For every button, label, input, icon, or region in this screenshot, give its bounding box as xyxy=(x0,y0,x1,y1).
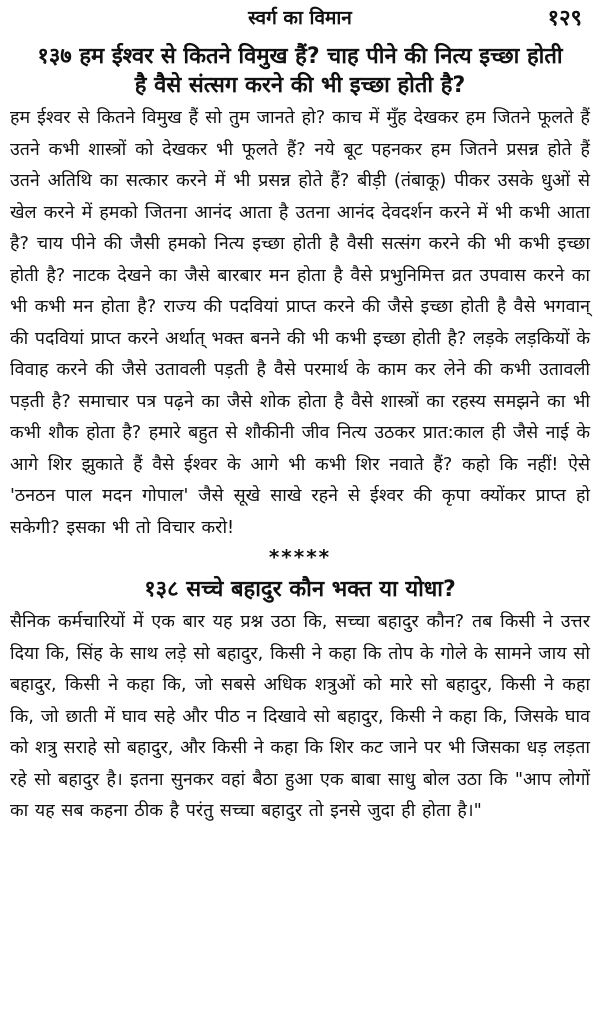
page-number: १२९ xyxy=(547,6,582,31)
page-header xyxy=(10,0,590,34)
section-divider: ***** xyxy=(268,545,332,569)
section-heading-137: १३७ हम ईश्वर से कितने विमुख हैं? चाह पीने की नित्य इच्छा होती है वैसे संत्सग करने की भी इच्छा होती है? xyxy=(37,44,563,98)
section-body-137: हम ईश्वर से कितने विमुख हैं सो तुम जानते हो? काच में मुँह देखकर हम जितने फूलते हैं उतने कभी शास्त्रों को देखकर भी फूलते हैं? नये बूट पहनकर हम जितने प्रसन्न होते हैं उतने अतिथि का सत्कार करने में भी प्रसन्न होते हैं? बीड़ी (तंबाकू) पीकर उसके धुओं से खेल करने में हमको जितना आनंद आता है उतना आनंद देवदर्शन करने में भी कभी आता है? चाय पीने की जैसी हमको नित्य इच्छा होती है वैसी सत्संग करने की भी कभी इच्छा होती है? नाटक देखने का जैसे बारबार मन होता है वैसे प्रभुनिमित्त व्रत उपवास करने का भी कभी मन होता है? राज्य की पदवियां प्राप्त करने की जैसे इच्छा होती है वैसे भगवान् की पदवियां प्राप्त करने अर्थात् भक्त बनने की भी कभी इच्छा होती है? लड़के लड़कियों के विवाह करने की जैसे उतावली पड़ती है वैसे परमार्थ के काम कर लेने की कभी उतावली पड़ती है? समाचार पत्र पढ़ने का जैसे शोक होता है वैसे शास्त्रों का रहस्य समझने का भी कभी शौक होता है? हमारे बहुत से शौकीनी जीव नित्य उठकर प्रात:काल ही जैसे नाई के आगे शिर झुकाते हैं वैसे ईश्वर के आगे भी कभी शिर नवाते हैं? कहो कि नहीं! ऐसे 'ठनठन पाल मदन गोपाल' जैसे सूखे साखे रहने से ईश्वर की कृपा क्योंकर प्राप्त हो सकेगी? इसका भी तो विचार करो! xyxy=(10,107,590,538)
section-body-138: सैनिक कर्मचारियों में एक बार यह प्रश्न उठा कि, सच्चा बहादुर कौन? तब किसी ने उत्तर दिया कि, सिंह के साथ लड़े सो बहादुर, किसी ने कहा कि तोप के गोले के सामने जाय सो बहादुर, किसी ने कहा कि, जो सबसे अधिक शत्रुओं को मारे सो बहादुर, किसी ने कहा कि, जो छाती में घाव सहे और पीठ न दिखावे सो बहादुर, किसी ने कहा कि, जिसके घाव को शत्रु सराहे सो बहादुर, और किसी ने कहा कि शिर कट जाने पर भी जिसका धड़ लड़ता रहे सो बहादुर है। इतना सुनकर वहां बैठा हुआ एक बाबा साधु बोल उठा कि "आप लोगों का यह सब कहना ठीक है परंतु सच्चा बहादुर तो इनसे जुदा ही होता है।" xyxy=(10,611,590,821)
section-heading-138: १३८ सच्चे बहादुर कौन भक्त या योधा? xyxy=(144,577,456,602)
running-title: स्वर्ग का विमान xyxy=(248,7,352,29)
